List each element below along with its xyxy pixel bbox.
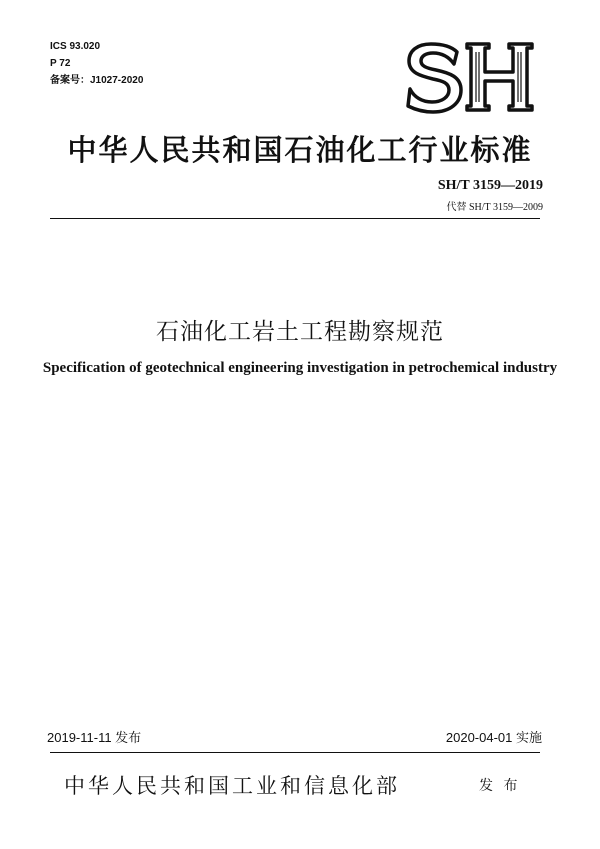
filing-number: 备案号：J1027-2020	[50, 75, 144, 86]
document-title-english: Specification of geotechnical engineering investigation in petrochemical industry	[42, 360, 558, 376]
replaced-standard: 代替 SH/T 3159—2009	[446, 202, 543, 213]
classification-codes	[50, 38, 143, 89]
ics-code: ICS 93.020	[50, 41, 101, 52]
header-divider	[50, 218, 540, 219]
implementation-date: 2020-04-01 实施	[445, 730, 542, 745]
document-title-chinese: 石油化工岩土工程勘察规范	[156, 319, 444, 345]
footer-divider	[50, 752, 540, 753]
ccs-code: P 72	[50, 58, 71, 69]
standard-number: SH/T 3159—2019	[437, 178, 543, 193]
publish-date: 2019-11-11 发布	[47, 730, 142, 745]
sh-logo	[405, 40, 535, 114]
issue-label: 发 布	[479, 778, 521, 794]
issuing-authority: 中华人民共和国工业和信息化部	[64, 774, 400, 798]
industry-standard-title: 中华人民共和国石油化工行业标准	[67, 133, 533, 167]
